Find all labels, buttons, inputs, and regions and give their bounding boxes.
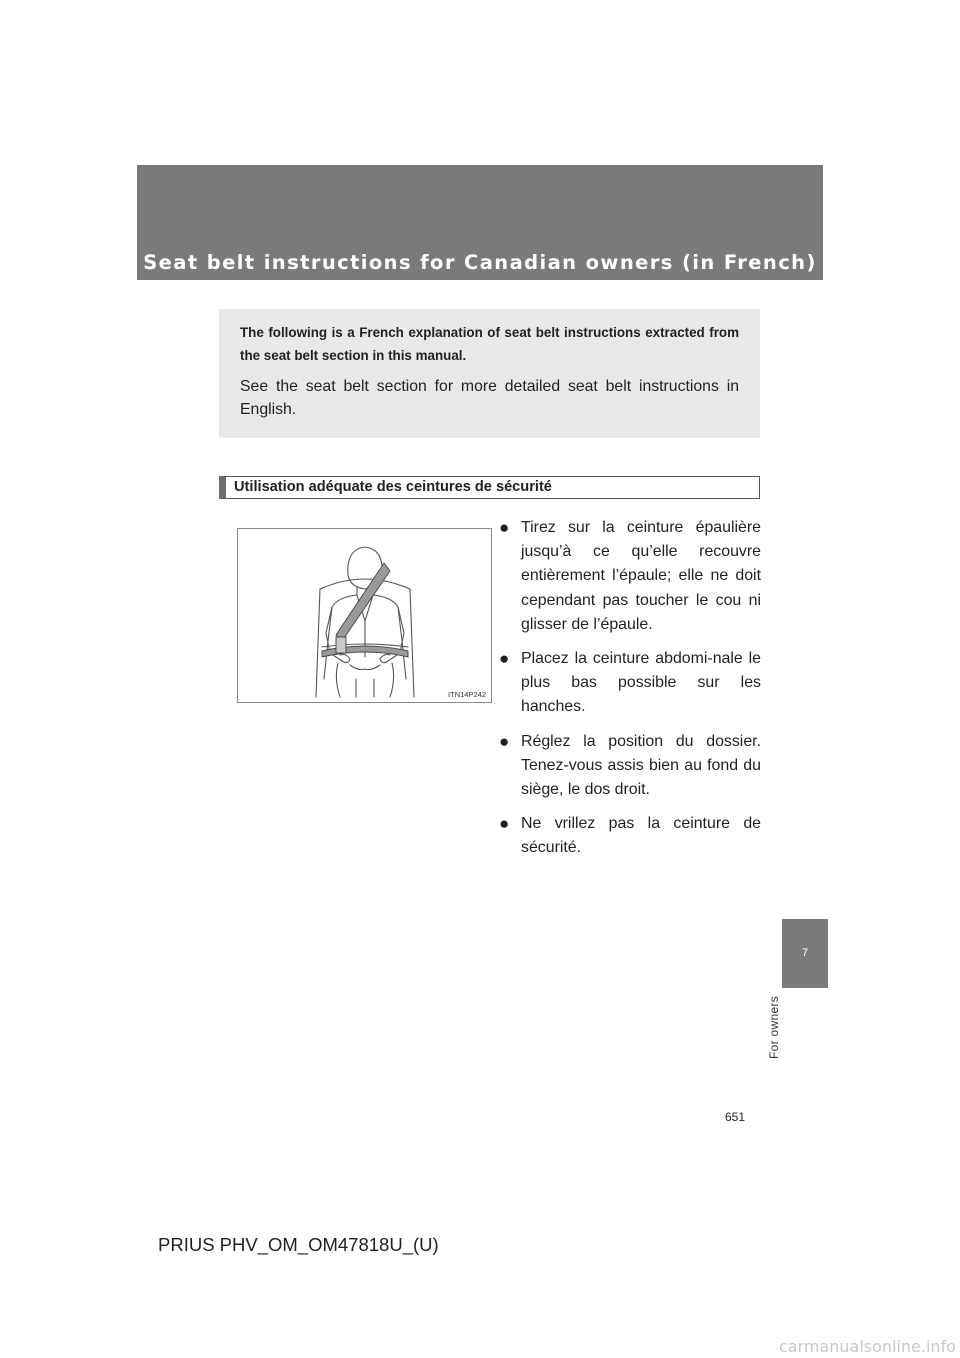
list-item-text: Tirez sur la ceinture épaulière jusqu’à ce qu’elle recouvre entièrement l’épaule; elle ne doit cependant pas toucher le cou ni glisser de l’épaule. xyxy=(521,519,761,633)
bullet-icon: ● xyxy=(499,518,510,537)
list-item-text: Ne vrillez pas la ceinture de sécurité. xyxy=(521,815,761,857)
bullet-icon: ● xyxy=(499,814,510,834)
figure-code: ITN14P242 xyxy=(448,690,486,699)
list-item xyxy=(499,812,761,860)
list-item xyxy=(499,730,761,803)
bullet-icon: ● xyxy=(499,731,510,751)
watermark: carmanualsonline.info xyxy=(778,1337,956,1356)
instruction-list xyxy=(499,516,761,871)
list-item-text: Réglez la position du dossier. Tenez-vous assis bien au fond du siège, le dos droit. xyxy=(521,732,761,799)
list-item-text: Placez la ceinture abdomi-nale le plus bas possible sur les hanches. xyxy=(521,650,761,716)
bullet-icon: ● xyxy=(499,649,510,669)
footer-code: PRIUS PHV_OM_OM47818U_(U) xyxy=(158,1234,439,1255)
list-item xyxy=(499,516,761,637)
list-item xyxy=(499,647,761,720)
intro-box xyxy=(219,309,760,438)
buckle-icon xyxy=(336,637,346,653)
seated-person-drawing xyxy=(238,529,491,702)
page-number: 651 xyxy=(725,1110,746,1124)
page-title: Seat belt instructions for Canadian owners (in French) xyxy=(143,251,817,274)
chapter-label: For owners xyxy=(767,996,781,1060)
chapter-tab xyxy=(782,919,828,988)
intro-bold-text: The following is a French explanation of seat belt instructions extracted from the seat belt section in this manual. xyxy=(240,325,739,363)
section-heading: Utilisation adéquate des ceintures de sécurité xyxy=(219,476,760,499)
chapter-number: 7 xyxy=(801,947,809,959)
intro-normal-text: See the seat belt section for more detailed seat belt instructions in English. xyxy=(240,378,739,418)
seatbelt-illustration xyxy=(237,528,492,703)
header-band xyxy=(137,165,823,280)
